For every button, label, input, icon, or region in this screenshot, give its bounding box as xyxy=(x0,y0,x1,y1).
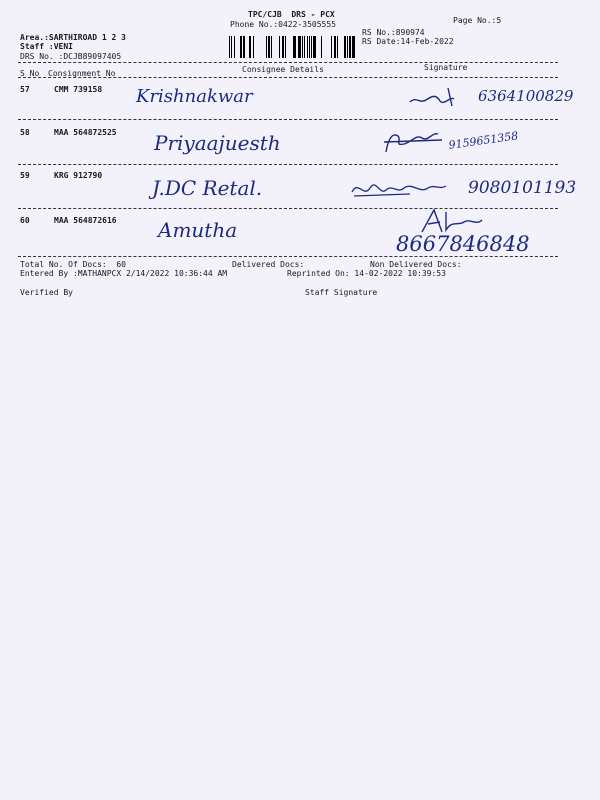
barcode-bar xyxy=(349,36,351,58)
area: Area.:SARTHIROAD 1 2 3 xyxy=(20,33,126,42)
consignee-handwriting: Amutha xyxy=(158,218,238,242)
row-consignment: KRG 912790 xyxy=(54,171,103,180)
divider xyxy=(18,164,558,165)
barcode-bar xyxy=(311,36,312,58)
column-header-signature: Signature xyxy=(424,63,468,72)
signature-scribble xyxy=(408,86,468,112)
row-sno: 60 xyxy=(20,216,30,225)
column-header-consignment: Consignment No xyxy=(48,69,116,78)
report-title: TPC/CJB DRS - PCX xyxy=(248,10,335,19)
barcode-bar xyxy=(321,36,322,58)
row-sno: 57 xyxy=(20,85,30,94)
row-consignment: CMM 739158 xyxy=(54,85,103,94)
consignee-handwriting: Krishnakwar xyxy=(136,86,253,107)
barcode-bar xyxy=(234,36,235,58)
barcode-bar xyxy=(309,36,310,58)
entered-by: Entered By :MATHANPCX 2/14/2022 10:36:44 AM xyxy=(20,269,228,278)
divider xyxy=(18,77,558,78)
divider xyxy=(18,62,558,63)
drs-number: DRS No. :DCJB89097405 xyxy=(20,52,122,61)
row-consignment: MAA 564872616 xyxy=(54,216,117,225)
column-header-consignee: Consignee Details xyxy=(242,65,324,74)
barcode-bar xyxy=(304,36,305,58)
barcode-bar xyxy=(313,36,316,58)
phone-number: Phone No.:0422-3505555 xyxy=(230,20,336,29)
divider xyxy=(18,256,558,257)
barcode-bar xyxy=(282,36,284,58)
barcode-bar xyxy=(352,36,355,58)
signature-scribble xyxy=(350,176,450,204)
total-docs: Total No. Of Docs: 60 xyxy=(20,260,126,269)
barcode-bar xyxy=(331,36,332,58)
barcode-bar xyxy=(268,36,270,58)
page-number: Page No.:5 xyxy=(453,16,502,25)
barcode-bar xyxy=(231,36,232,58)
barcode-bar xyxy=(279,36,280,58)
staff-signature: Staff Signature xyxy=(305,288,378,297)
consignee-handwriting: J.DC Retal. xyxy=(152,176,263,200)
barcode-bar xyxy=(243,36,245,58)
barcode-bar xyxy=(266,36,267,58)
barcode-bar xyxy=(334,36,336,58)
barcode-bar xyxy=(347,36,348,58)
barcode-bar xyxy=(249,36,251,58)
barcode-bar xyxy=(302,36,303,58)
rs-number: RS No.:890974 xyxy=(362,28,425,37)
barcode-bar xyxy=(307,36,308,58)
reprinted-on: Reprinted On: 14-02-2022 10:39:53 xyxy=(287,269,446,278)
barcode-bar xyxy=(285,36,286,58)
rs-date: RS Date:14-Feb-2022 xyxy=(362,37,454,46)
barcode-bar xyxy=(271,36,272,58)
staff: Staff :VENI xyxy=(20,42,73,51)
phone-handwriting: 8667846848 xyxy=(396,232,530,256)
barcode-bar xyxy=(337,36,338,58)
phone-handwriting: 9159651358 xyxy=(447,129,519,152)
row-sno: 58 xyxy=(20,128,30,137)
phone-handwriting: 6364100829 xyxy=(478,87,574,105)
signature-scribble xyxy=(382,126,452,160)
barcode-bar xyxy=(240,36,242,58)
non-delivered-docs: Non Delivered Docs: xyxy=(370,260,462,269)
row-consignment: MAA 564872525 xyxy=(54,128,117,137)
barcode-bar xyxy=(229,36,230,58)
column-header-sno: S No xyxy=(20,69,40,78)
phone-handwriting: 9080101193 xyxy=(468,178,577,198)
verified-by: Verified By xyxy=(20,288,73,297)
barcode-bar xyxy=(253,36,254,58)
divider xyxy=(18,119,558,120)
row-sno: 59 xyxy=(20,171,30,180)
barcode xyxy=(229,36,357,58)
barcode-bar xyxy=(344,36,346,58)
consignee-handwriting: Priyaajuesth xyxy=(154,131,281,155)
barcode-bar xyxy=(293,36,296,58)
delivered-docs: Delivered Docs: xyxy=(232,260,305,269)
barcode-bar xyxy=(298,36,301,58)
